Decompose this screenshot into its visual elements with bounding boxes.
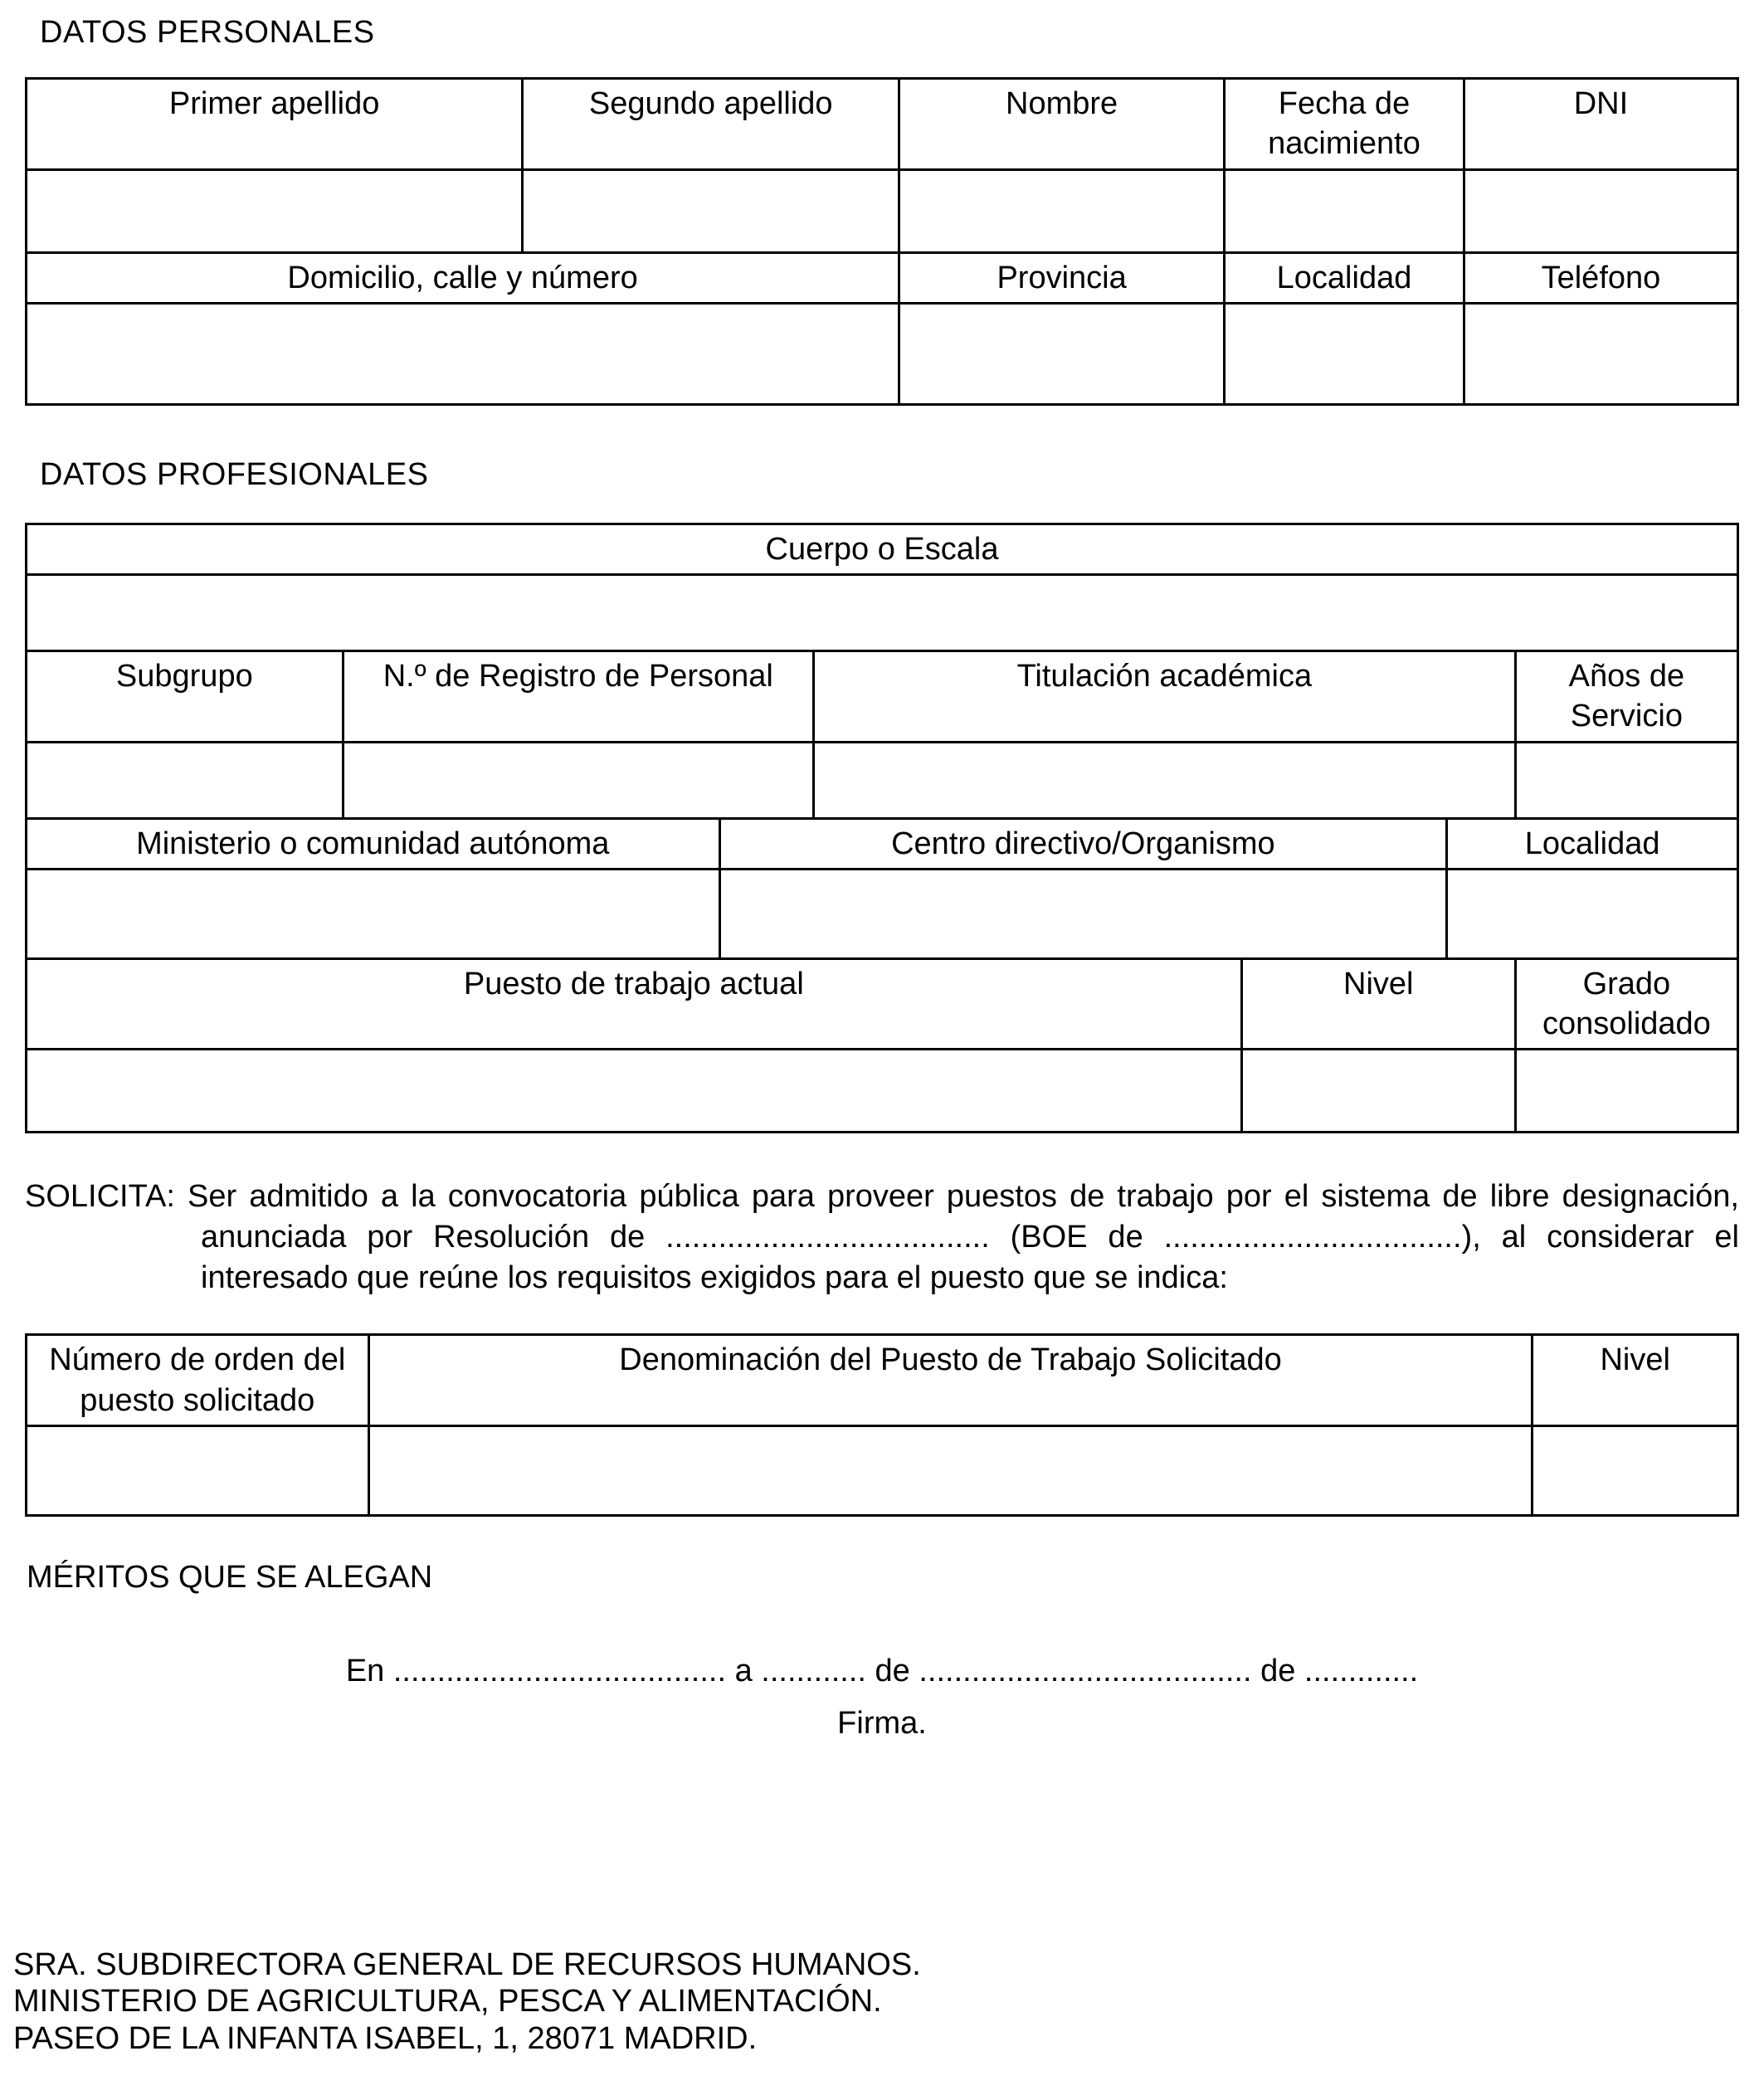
cuerpo-blank-row: [27, 575, 1738, 651]
input-grado-consolidado[interactable]: [1515, 1050, 1737, 1133]
datos-profesionales-table: [25, 523, 1739, 1134]
personal-blank-row-1: [27, 169, 1738, 252]
input-puesto-actual[interactable]: [27, 1050, 1242, 1133]
ministerio-header-row: [27, 818, 1738, 869]
subgrupo-header-row: [27, 651, 1738, 743]
personal-header-row-2: [27, 252, 1738, 303]
header-primer-apellido: Primer apellido: [27, 79, 523, 170]
header-localidad-profesional: Localidad: [1447, 818, 1738, 869]
input-domicilio[interactable]: [27, 303, 899, 404]
addressee-block: [13, 1946, 921, 2057]
input-titulacion[interactable]: [813, 742, 1515, 818]
addressee-line-1: SRA. SUBDIRECTORA GENERAL DE RECURSOS HUMANOS.: [13, 1946, 921, 1982]
solicitado-blank-row: [27, 1425, 1738, 1515]
subgrupo-blank-row: [27, 742, 1738, 818]
cuerpo-header-row: [27, 524, 1738, 574]
header-titulacion: Titulación académica: [813, 651, 1515, 743]
header-telefono: Teléfono: [1464, 252, 1737, 303]
input-cuerpo-escala[interactable]: [27, 575, 1738, 651]
input-telefono[interactable]: [1464, 303, 1737, 404]
addressee-line-3: PASEO DE LA INFANTA ISABEL, 1, 28071 MADRID.: [13, 2020, 758, 2056]
header-grado-consolidado: Grado consolidado: [1515, 958, 1737, 1050]
header-domicilio: Domicilio, calle y número: [27, 252, 899, 303]
input-fecha-nacimiento[interactable]: [1225, 169, 1464, 252]
ministerio-blank-row: [27, 869, 1738, 958]
date-fill-line: En ...................................... a ............ de ...................................... de .............: [345, 1653, 1419, 1688]
input-provincia[interactable]: [899, 303, 1225, 404]
input-centro-directivo[interactable]: [719, 869, 1447, 958]
input-segundo-apellido[interactable]: [523, 169, 899, 252]
input-localidad-profesional[interactable]: [1447, 869, 1738, 958]
input-nivel-solicitado[interactable]: [1533, 1425, 1738, 1515]
solicita-paragraph: [25, 1177, 1739, 1298]
datos-personales-table: [25, 77, 1739, 406]
header-registro-personal: N.º de Registro de Personal: [343, 651, 813, 743]
header-numero-orden: Número de orden del puesto solicitado: [27, 1335, 369, 1426]
header-fecha-nacimiento: Fecha de nacimiento: [1225, 79, 1464, 170]
section-title-meritos: MÉRITOS QUE SE ALEGAN: [27, 1559, 433, 1595]
header-dni: DNI: [1464, 79, 1737, 170]
header-segundo-apellido: Segundo apellido: [523, 79, 899, 170]
input-localidad[interactable]: [1225, 303, 1464, 404]
input-anos-servicio[interactable]: [1515, 742, 1737, 818]
input-numero-orden[interactable]: [27, 1425, 369, 1515]
solicita-label: SOLICITA:: [25, 1179, 175, 1215]
input-denominacion-puesto[interactable]: [368, 1425, 1533, 1515]
header-denominacion-puesto: Denominación del Puesto de Trabajo Solicitado: [368, 1335, 1533, 1426]
personal-blank-row-2: [27, 303, 1738, 404]
input-subgrupo[interactable]: [27, 742, 344, 818]
header-cuerpo-escala: Cuerpo o Escala: [27, 524, 1738, 574]
input-ministerio[interactable]: [27, 869, 720, 958]
signature-label: Firma.: [837, 1705, 927, 1741]
header-puesto-actual: Puesto de trabajo actual: [27, 958, 1242, 1050]
puesto-blank-row: [27, 1050, 1738, 1133]
input-nivel[interactable]: [1241, 1050, 1515, 1133]
header-nombre: Nombre: [899, 79, 1225, 170]
header-anos-servicio: Años de Servicio: [1515, 651, 1737, 743]
personal-header-row-1: [27, 79, 1738, 170]
input-dni[interactable]: [1464, 169, 1737, 252]
addressee-line-2: MINISTERIO DE AGRICULTURA, PESCA Y ALIMENTACIÓN.: [13, 1984, 882, 2019]
header-ministerio: Ministerio o comunidad autónoma: [27, 818, 720, 869]
input-nombre[interactable]: [899, 169, 1225, 252]
header-subgrupo: Subgrupo: [27, 651, 344, 743]
header-nivel-solicitado: Nivel: [1533, 1335, 1738, 1426]
section-title-datos-personales: DATOS PERSONALES: [40, 15, 375, 50]
puesto-solicitado-table: [25, 1333, 1739, 1517]
solicitado-header-row: [27, 1335, 1738, 1426]
header-nivel: Nivel: [1241, 958, 1515, 1050]
solicita-text: Ser admitido a la convocatoria pública para proveer puestos de trabajo por el sistema de libre designación, anunciada por Resolución de ..................................... (BOE de ..................................), al considerar el interesado que reúne los requisitos exigidos para el puesto que se indica:: [187, 1179, 1739, 1296]
input-primer-apellido[interactable]: [27, 169, 523, 252]
header-localidad: Localidad: [1225, 252, 1464, 303]
input-registro-personal[interactable]: [343, 742, 813, 818]
header-centro-directivo: Centro directivo/Organismo: [719, 818, 1447, 869]
section-title-datos-profesionales: DATOS PROFESIONALES: [40, 456, 429, 492]
header-provincia: Provincia: [899, 252, 1225, 303]
puesto-header-row: [27, 958, 1738, 1050]
